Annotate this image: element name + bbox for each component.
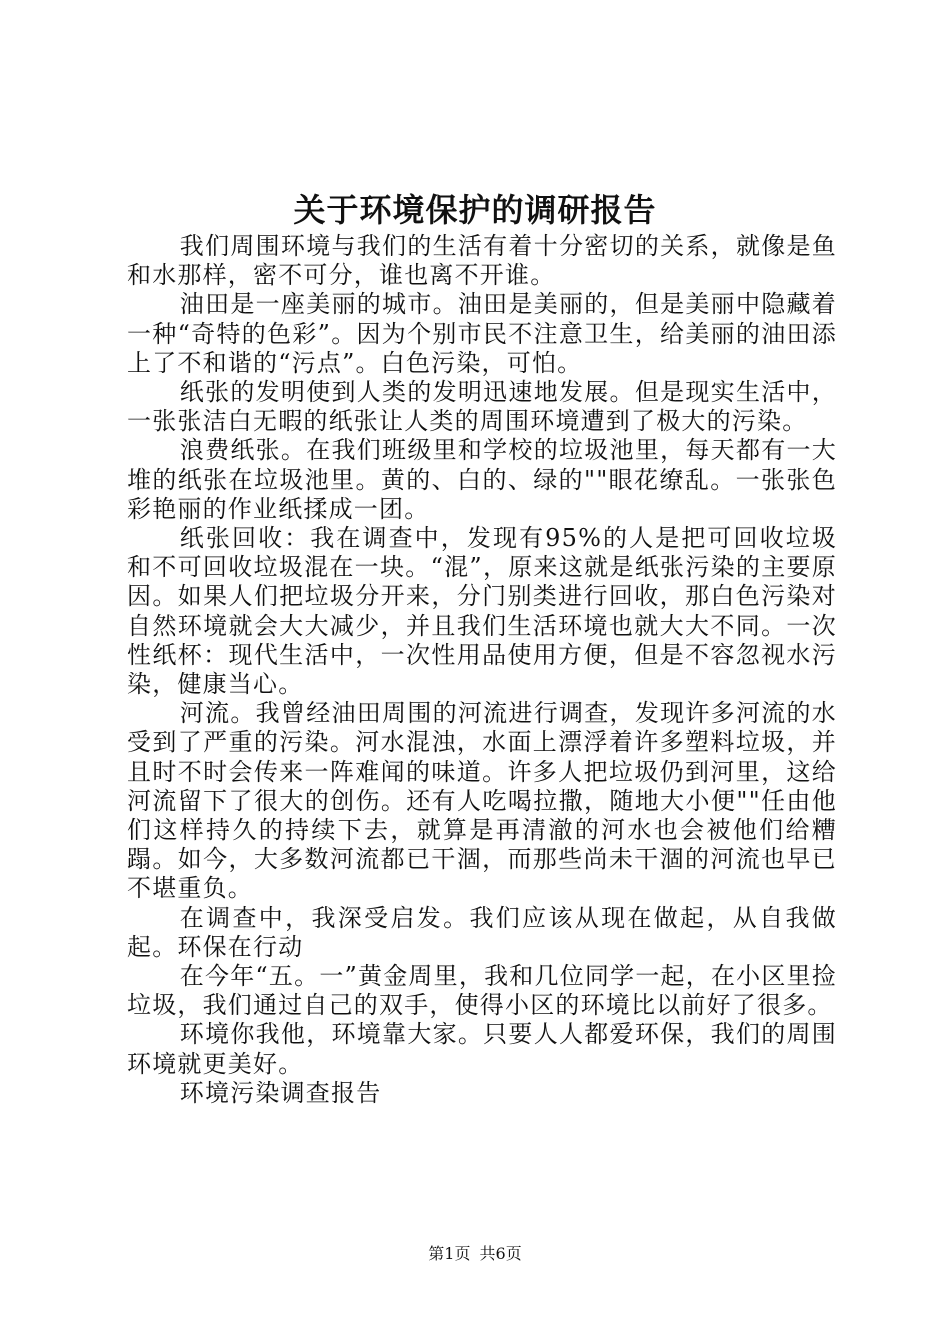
paragraph: 纸张回收：我在调查中，发现有95%的人是把可回收垃圾和不可回收垃圾混在一块。“混”，原来这就是纸张污染的主要原因。如果人们把垃圾分开来，分门别类进行回收，那白色污染对自然环境就会大大减少，并且我们生活环境也就大大不同。一次性纸杯：现代生活中，一次性用品使用方便，但是不容忽视水污染，健康当心。 <box>127 524 837 699</box>
paragraph: 在今年“五。一”黄金周里，我和几位同学一起，在小区里捡垃圾，我们通过自己的双手，使得小区的环境比以前好了很多。 <box>127 962 837 1020</box>
page-total: 共6页 <box>479 1244 522 1263</box>
document-title: 关于环境保护的调研报告 <box>293 191 657 229</box>
page-footer <box>0 1243 950 1265</box>
paragraph: 我们周围环境与我们的生活有着十分密切的关系，就像是鱼和水那样，密不可分，谁也离不开谁。 <box>127 232 837 290</box>
document-body <box>127 232 837 1108</box>
paragraph: 纸张的发明使到人类的发明迅速地发展。但是现实生活中，一张张洁白无暇的纸张让人类的周围环境遭到了极大的污染。 <box>127 378 837 436</box>
page-number: 第1页 <box>428 1244 471 1263</box>
paragraph: 河流。我曾经油田周围的河流进行调查，发现许多河流的水受到了严重的污染。河水混浊，水面上漂浮着许多塑料垃圾，并且时不时会传来一阵难闻的味道。许多人把垃圾仍到河里，这给河流留下了很大的创伤。还有人吃喝拉撒，随地大小便""任由他们这样持久的持续下去，就算是再清澈的河水也会被他们给糟蹋。如今，大多数河流都已干涸，而那些尚未干涸的河流也早已不堪重负。 <box>127 699 837 903</box>
paragraph: 油田是一座美丽的城市。油田是美丽的，但是美丽中隐藏着一种“奇特的色彩”。因为个别市民不注意卫生，给美丽的油田添上了不和谐的“污点”。白色污染，可怕。 <box>127 290 837 377</box>
paragraph: 环境你我他，环境靠大家。只要人人都爱环保，我们的周围环境就更美好。 <box>127 1020 837 1078</box>
paragraph: 浪费纸张。在我们班级里和学校的垃圾池里，每天都有一大堆的纸张在垃圾池里。黄的、白的、绿的""眼花缭乱。一张张色彩艳丽的作业纸揉成一团。 <box>127 436 837 523</box>
paragraph: 环境污染调查报告 <box>179 1078 382 1107</box>
paragraph: 在调查中，我深受启发。我们应该从现在做起，从自我做起。环保在行动 <box>127 903 837 961</box>
